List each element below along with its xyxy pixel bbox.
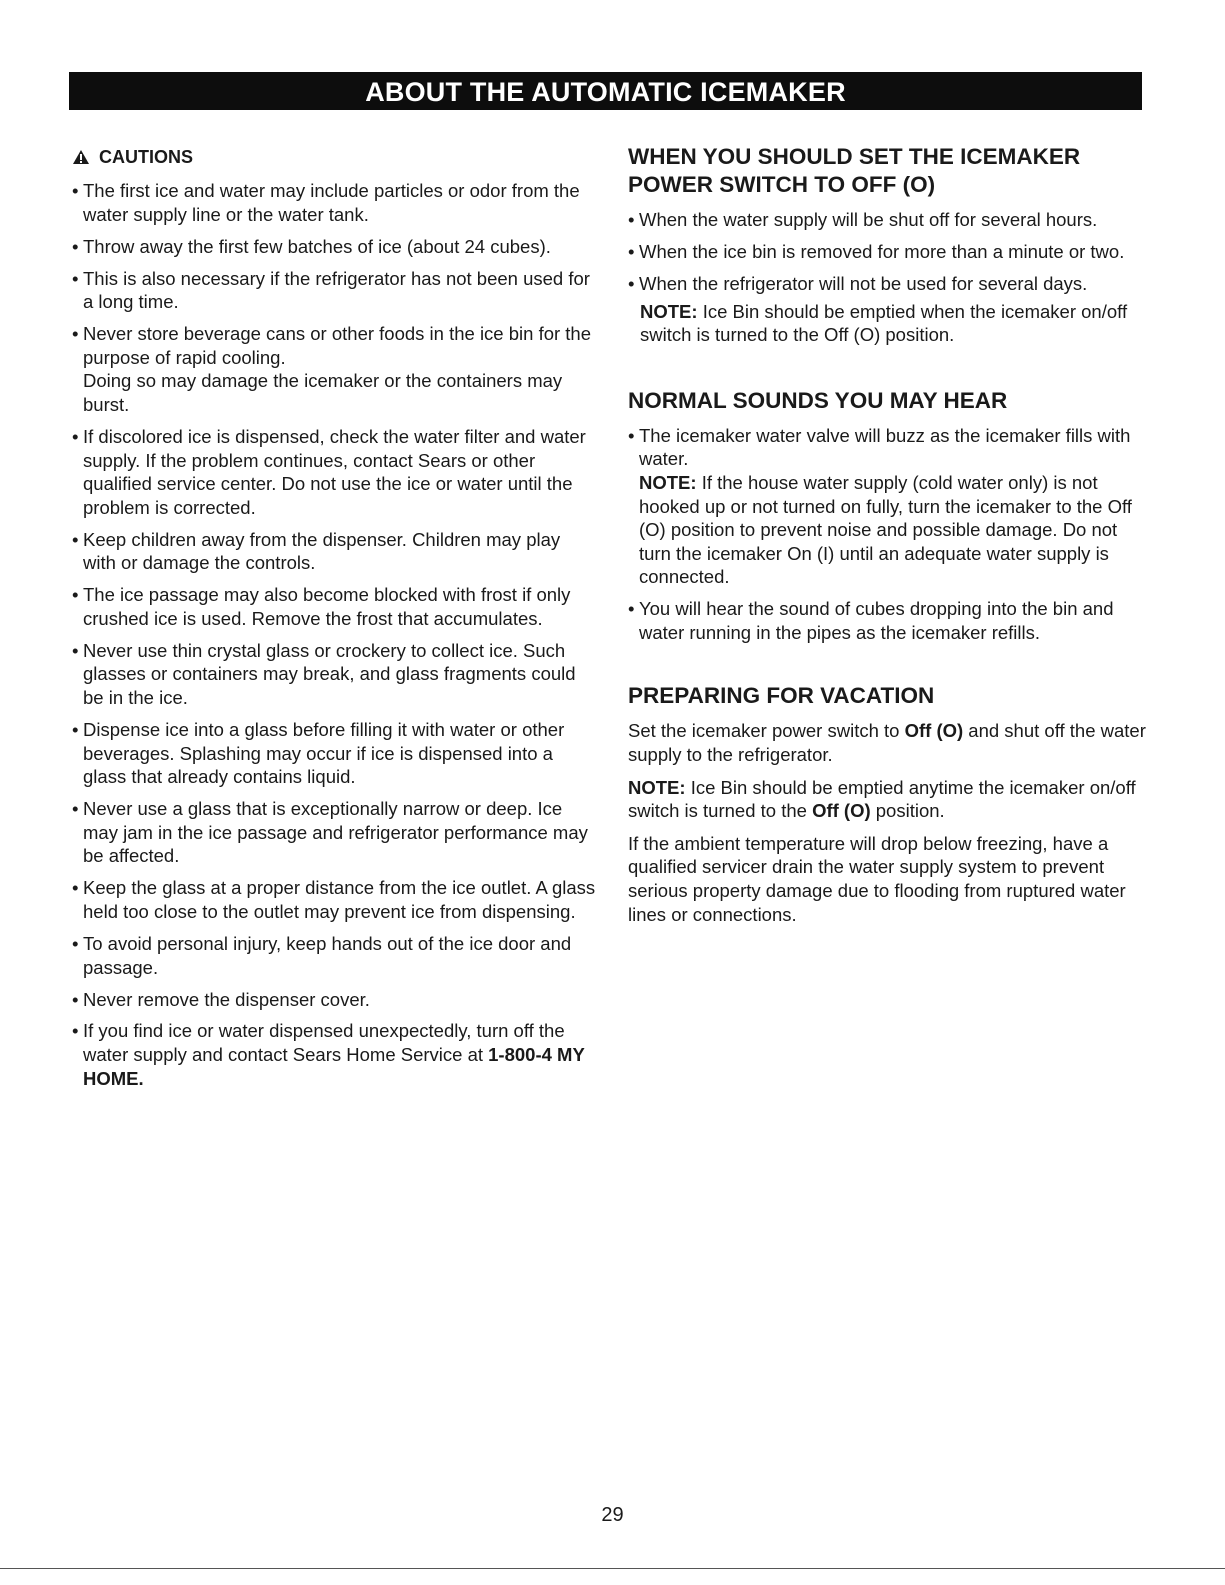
list-item: • You will hear the sound of cubes dropping into the bin and water running in the pipes as the icemaker refills. bbox=[628, 598, 1114, 643]
sounds-note: NOTE: If the house water supply (cold water only) is not hooked up or not turned on fully, turn the icemaker to the Off (O) position to prevent noise and possible damage. Do not turn the icemaker On (I) until an adequate water supply is connected. bbox=[639, 471, 1132, 588]
page-number: 29 bbox=[601, 1504, 624, 1526]
warning-icon bbox=[72, 149, 90, 165]
list-item: • Never use a glass that is exceptionally narrow or deep. Ice may jam in the ice passage and refrigerator performance may be affected. bbox=[72, 798, 588, 867]
list-item: • The icemaker water valve will buzz as the icemaker fills with water. NOTE: If the house water supply (cold water only) is not hooked up or not turned on fully, turn the icemaker to the Off (O) position to prevent noise and possible damage. Do not turn the icemaker On (I) until an adequate water supply is connected. bbox=[628, 424, 1148, 589]
section-heading-off: WHEN YOU SHOULD SET THE ICEMAKER POWER SWITCH TO OFF (O) bbox=[628, 144, 1081, 197]
list-item: • If discolored ice is dispensed, check the water filter and water supply. If the problem continues, contact Sears or other qualified service center. Do not use the ice or water until the problem is corrected. bbox=[72, 425, 586, 518]
list-item: • The first ice and water may include particles or odor from the water supply line or the water tank. bbox=[72, 180, 580, 225]
vacation-paragraph-1: Set the icemaker power switch to Off (O) and shut off the water supply to the refrigerator. bbox=[628, 720, 1146, 766]
page-title: ABOUT THE AUTOMATIC ICEMAKER bbox=[69, 72, 1142, 110]
off-note: NOTE: Ice Bin should be emptied when the icemaker on/off switch is turned to the Off (O) position. bbox=[640, 300, 1128, 346]
list-item: • When the ice bin is removed for more than a minute or two. bbox=[628, 240, 1125, 262]
list-item: • If you find ice or water dispensed unexpectedly, turn off the water supply and contact Sears Home Service at 1-800-4 MY HOME. bbox=[72, 1020, 585, 1089]
note-label: NOTE: bbox=[640, 300, 698, 322]
right-column bbox=[628, 143, 1148, 935]
section-heading-sounds: NORMAL SOUNDS YOU MAY HEAR bbox=[628, 387, 1008, 413]
vacation-note: NOTE: Ice Bin should be emptied anytime the icemaker on/off switch is turned to the Off (O) position. bbox=[628, 776, 1136, 822]
list-item: • To avoid personal injury, keep hands out of the ice door and passage. bbox=[72, 932, 572, 978]
note-label: NOTE: bbox=[639, 471, 697, 493]
off-conditions-list bbox=[628, 208, 1148, 296]
section-heading-vacation: PREPARING FOR VACATION bbox=[628, 683, 935, 709]
list-item: • Throw away the first few batches of ice (about 24 cubes). bbox=[72, 235, 551, 257]
list-item: • This is also necessary if the refrigerator has not been used for a long time. bbox=[72, 267, 590, 313]
list-item: • Keep children away from the dispenser. Children may play with or damage the controls. bbox=[72, 528, 561, 574]
list-item: • Never store beverage cans or other foods in the ice bin for the purpose of rapid cooling. Doing so may damage the icemaker or the containers may burst. bbox=[72, 323, 592, 415]
vacation-paragraph-3: If the ambient temperature will drop below freezing, have a qualified servicer drain the water supply system to prevent serious property damage due to flooding from ruptured water lines or connections. bbox=[628, 832, 1126, 925]
cautions-heading bbox=[72, 145, 597, 169]
list-item: • When the refrigerator will not be used for several days. bbox=[628, 272, 1088, 294]
cautions-list bbox=[72, 179, 597, 1090]
list-item: • The ice passage may also become blocked with frost if only crushed ice is used. Remove the frost that accumulates. bbox=[72, 584, 571, 629]
list-item: • Never use thin crystal glass or crockery to collect ice. Such glasses or containers may break, and glass fragments could be in the ice. bbox=[72, 639, 576, 709]
list-item: • Dispense ice into a glass before filling it with water or other beverages. Splashing may occur if ice is dispensed into a glass that already contains liquid. bbox=[72, 719, 565, 788]
list-item: • Never remove the dispenser cover. bbox=[72, 988, 370, 1010]
sounds-list bbox=[628, 424, 1148, 645]
cautions-heading-label: CAUTIONS bbox=[99, 147, 194, 167]
cautions-column bbox=[72, 145, 597, 1099]
note-label: NOTE: bbox=[628, 776, 686, 798]
service-phone-number: 1-800-4 MY HOME. bbox=[83, 1044, 585, 1089]
bottom-divider bbox=[0, 1568, 1225, 1569]
list-item: • When the water supply will be shut off for several hours. bbox=[628, 209, 1098, 230]
list-item: • Keep the glass at a proper distance from the ice outlet. A glass held too close to the outlet may prevent ice from dispensing. bbox=[72, 877, 596, 922]
